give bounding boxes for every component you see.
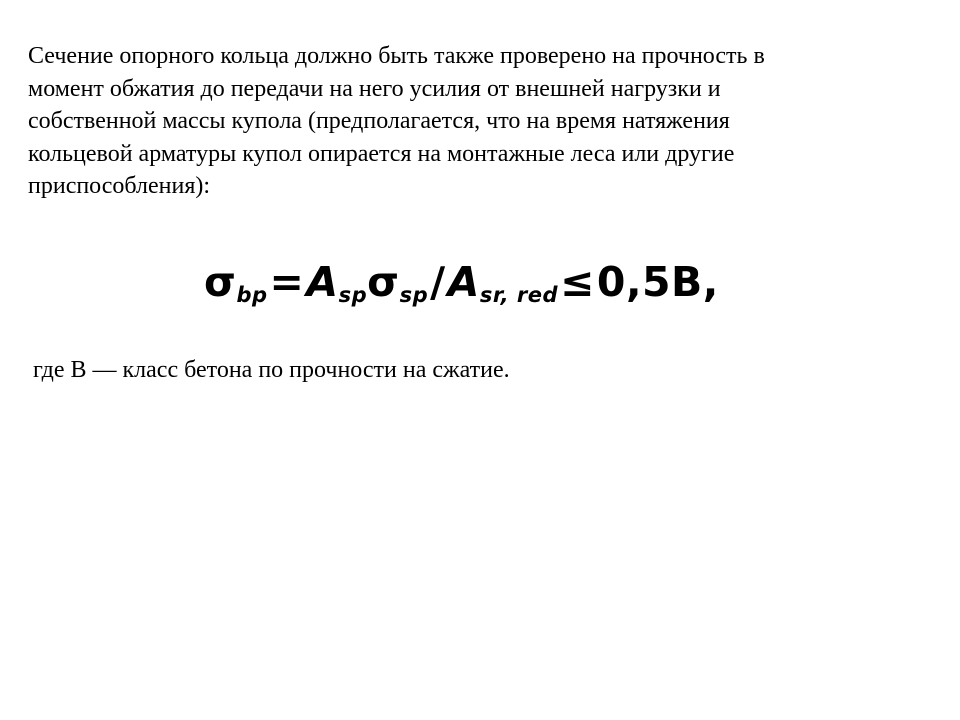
paragraph-line: момент обжатия до передачи на него усилия от внешней нагрузки и [28, 75, 721, 102]
formula-rhs: 0,5B, [596, 258, 719, 306]
formula-subscript-sp: sp [338, 283, 368, 307]
formula-sigma: σ [204, 258, 237, 306]
formula-subscript-sp-2: sp [399, 283, 429, 307]
formula-sigma-sp: σ [367, 258, 400, 306]
formula [204, 252, 719, 312]
paragraph-line: кольцевой арматуры купол опирается на монтажные леса или другие [28, 140, 735, 167]
formula-subscript-sr-red: sr, red [479, 283, 559, 307]
formula-area-a-2: A [447, 258, 480, 306]
paragraph-line: приспособления): [28, 173, 211, 199]
formula-area-a: A [306, 258, 339, 306]
formula-equals: = [269, 258, 305, 306]
paragraph-line: собственной массы купола (предполагается, что на время натяжения [28, 108, 730, 134]
formula-slash: / [430, 258, 446, 306]
formula-subscript-bp: bp [236, 283, 268, 307]
formula-leq: ≤ [560, 258, 595, 306]
definition-note: где В — класс бетона по прочности на сжатие. [33, 357, 510, 383]
paragraph-line: Сечение опорного кольца должно быть также проверено на прочность в [28, 43, 765, 69]
body-paragraph [28, 40, 928, 203]
